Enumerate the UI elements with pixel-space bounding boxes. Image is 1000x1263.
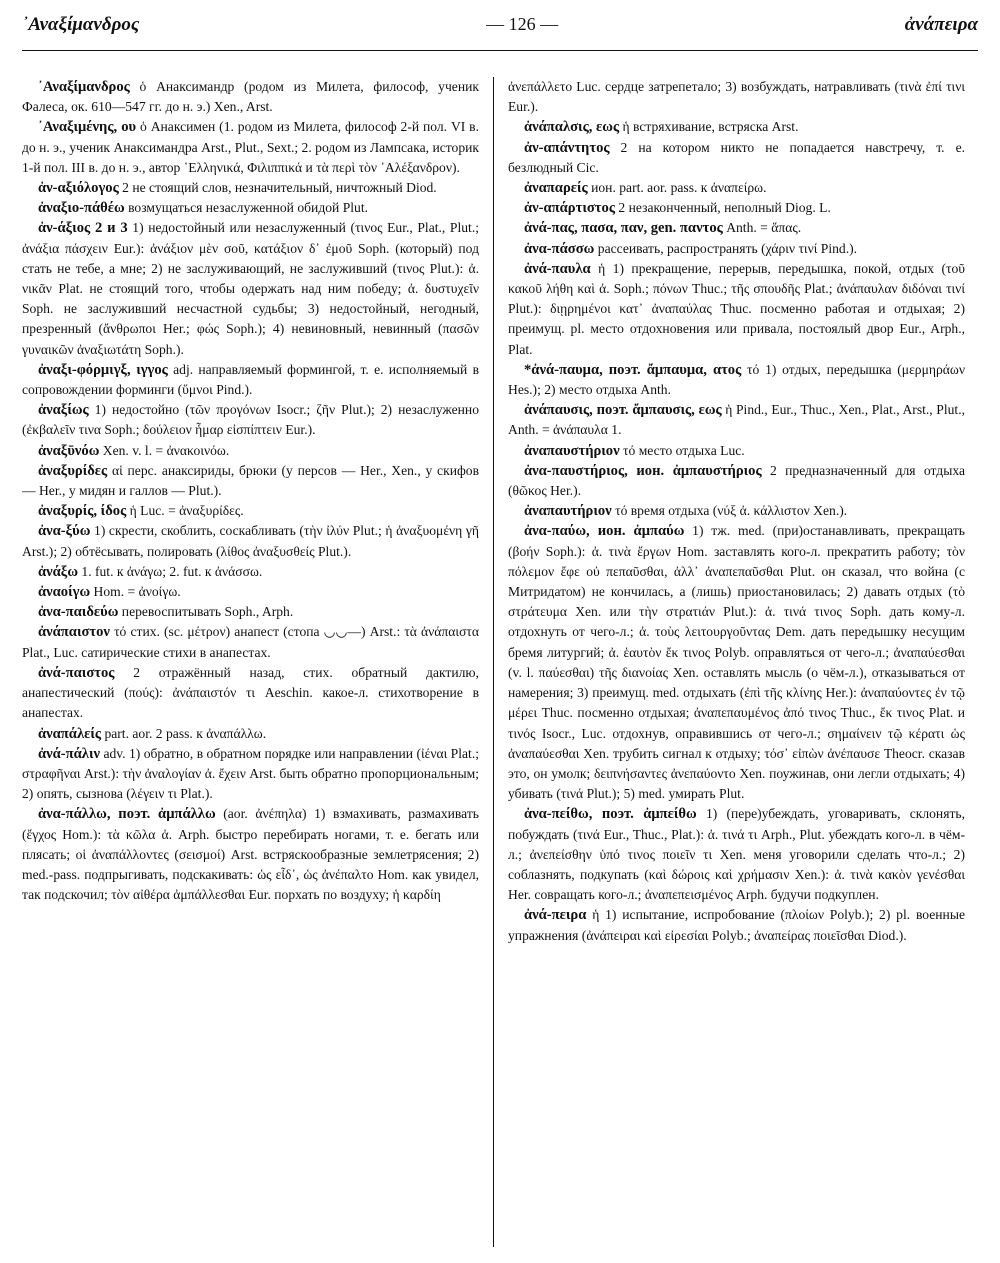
entry-definition: ἡ Luc. = ἀναξυρίδες. bbox=[129, 503, 244, 519]
dictionary-entry bbox=[508, 360, 965, 400]
entry-definition: τό время отдыха (νύξ ἀ. κάλλιστον Xen.). bbox=[615, 503, 848, 519]
dictionary-entry bbox=[22, 441, 479, 461]
entry-definition: перевоспитывать Soph., Arph. bbox=[121, 604, 294, 620]
dictionary-entry bbox=[508, 501, 965, 521]
dictionary-entry bbox=[22, 602, 479, 622]
entry-headword: ἀν-άξιος 2 и 3 bbox=[38, 220, 128, 237]
entry-definition: ἀνεπάλλετο Luc. сердце затрепетало; 3) возбуждать, натравливать (τινὰ ἐπί τινι Eur.). bbox=[508, 79, 965, 115]
entry-definition: ἡ встряхивание, встряска Arst. bbox=[622, 119, 799, 135]
dictionary-entry bbox=[508, 259, 965, 360]
dictionary-entry bbox=[22, 744, 479, 805]
dictionary-entry bbox=[508, 400, 965, 440]
entry-definition: 1) скрести, скоблить, соскабливать (τὴν ἰλύν Plut.; ἡ ἀναξυομένη γῆ Arst.); 2) обтёсывать, полировать (λίθος ἀναξυσθείς Plut.). bbox=[22, 523, 479, 559]
entry-definition: 2 незаконченный, неполный Diog. L. bbox=[618, 200, 831, 216]
entry-headword: ἀναπαυστήριον bbox=[524, 442, 620, 459]
text-columns bbox=[22, 77, 978, 1247]
entry-definition: ὁ Анаксимандр (родом из Милета, философ, ученик Фалеса, ок. 610—547 гг. до н. э.) Xen., Arst. bbox=[22, 79, 479, 115]
dictionary-entry bbox=[22, 724, 479, 744]
entry-definition: ион. part. aor. pass. к ἀναπείρω. bbox=[591, 180, 767, 196]
entry-definition: ὁ Анаксимен (1. родом из Милета, философ 2-й пол. VI в. до н. э., ученик Анаксимандра Arst., Plut., Sext.; 2. родом из Лампсака, историк 1-й пол. III в. до н. э., автор ῾Ελληνικά, Φιλιππικά и τὰ περὶ τὸν ᾿Αλέξανδρον). bbox=[22, 119, 479, 175]
dictionary-entry bbox=[508, 905, 965, 945]
entry-headword: ἀνα-παύω, ион. ἀμπαύω bbox=[524, 523, 685, 540]
entry-headword: ἀναξιο-πάθέω bbox=[38, 200, 125, 217]
left-column bbox=[22, 77, 493, 1247]
entry-definition: Anth. = ἅπας. bbox=[726, 220, 802, 236]
dictionary-entry bbox=[508, 218, 965, 238]
dictionary-entry bbox=[22, 218, 479, 359]
dictionary-entry bbox=[508, 117, 965, 137]
dictionary-entry bbox=[22, 663, 479, 724]
right-column bbox=[494, 77, 965, 1247]
entry-headword: ἀναπαρείς bbox=[524, 180, 588, 197]
entry-headword: ἀνάξω bbox=[38, 563, 78, 580]
dictionary-entry bbox=[508, 178, 965, 198]
dictionary-entry bbox=[508, 461, 965, 501]
entry-headword: ἀναπαυτήριον bbox=[524, 503, 612, 520]
header-rule bbox=[22, 50, 978, 51]
entry-headword: ἀνά-πειρα bbox=[524, 907, 587, 924]
dictionary-entry bbox=[22, 198, 479, 218]
entry-definition: adv. 1) обратно, в обратном порядке или направлении (ἰέναι Plat.; στραφῆναι Arst.): τὴν ἀναλογίαν ἀ. ἔχειν Arst. быть обратно пропорциональным; 2) опять, сызнова (λέγειν τι Plat.). bbox=[22, 745, 479, 802]
entry-headword: ἀνά-παυλα bbox=[524, 260, 591, 277]
dictionary-entry bbox=[22, 360, 479, 400]
entry-definition: 1) недостойный или незаслуженный (τινος Eur., Plat., Plut.; ἀνάξια πάσχειν Eur.): ἀνάξιον μὲν σοῦ, κατάξιον δ᾿ ἐμοῦ Soph. (который) под стать не тебе, а мне; 2) не заслуживающий, не заслуживший (τινος Plut.): ἀ. νικᾶν Plat. не стоящий того, чтобы одержать над ним победу; ἀ. δυστυχεῖν Soph. не заслуживший несчастной судьбы; 3) недостойный, негодный, презренный (ἄνθρωποι Her.; φώς Soph.); 4) невиновный, невинный (πασῶν γυναικῶν ἀναξιωτάτη Soph.). bbox=[22, 220, 479, 357]
entry-definition: 1) (пере)убеждать, уговаривать, склонять, побуждать (τινά Eur., Thuc., Plat.): ἀ. τινά τι Arph., Plut. убеждать кого-л. в чём-л.; ἀνεπείσθην ὑπό τινος ποιεῖν τι Xen. меня уговорили сделать что-л.; 2) соблазнять, подкупать (καὶ δώροις καὶ χρήμασιν Xen.): ἀ. τινὰ κακὸν γενέσθαι Her. совращать кого-л.; ἀναπεπεισμένος Arph. будучи подкуплен. bbox=[508, 806, 965, 903]
entry-definition: αἱ перс. анаксириды, брюки (у персов — Her., Xen., у скифов — Her., у мидян и галлов — Plut.). bbox=[22, 462, 479, 499]
dictionary-entry bbox=[22, 400, 479, 440]
entry-definition: (aor. ἀνέπηλα) 1) взмахивать, размахивать (ἔγχος Hom.): τὰ κῶλα ἀ. Arph. быстро перебирать ногами, т. е. бегать или плясать; οἱ ἀναπάλλοντες (σεισμοί) Arst. встряскообразные землетрясения; 2) med.-pass. подпрыгивать, подскакивать: ὡς εἶδ᾿, ὡς ἀνέπαλτο Hom. как увидел, так подскочил; τὸν αἰθέρα ἀμπάλλεσθαι Eur. порхать по воздуху; ἡ καρδίη bbox=[22, 806, 479, 903]
entry-headword: ἀνα-παυστήριος, ион. ἀμπαυστήριος bbox=[524, 462, 762, 479]
entry-definition: 2 отражённый назад, стих. обратный дактилю, анапестический (πούς): ἀνάπαιστόν τι Aeschin. какое-л. стихотворение в анапестах. bbox=[22, 664, 479, 721]
dictionary-entry bbox=[22, 582, 479, 602]
dictionary-entry bbox=[508, 198, 965, 218]
entry-definition: τό 1) отдых, передышка (μερμηράων Hes.); 2) место отдыха Anth. bbox=[508, 361, 965, 398]
dictionary-entry bbox=[22, 562, 479, 582]
entry-definition: adj. направляемый формингой, т. е. исполняемый в сопровождении форминги (ὕμνοι Pind.). bbox=[22, 361, 479, 398]
entry-headword: ἀνα-παιδεύω bbox=[38, 604, 119, 621]
dictionary-entry bbox=[22, 117, 479, 178]
header-first-word: ᾿Αναξίμανδρος bbox=[22, 14, 140, 35]
entry-headword: ἀνά-παιστος bbox=[38, 664, 115, 681]
entry-definition: 1) тж. med. (при)останавливать, прекращать (βοήν Soph.): ἀ. τινὰ ἔργων Hom. заставлять кого-л. прекратить работу; τὸν πόλεμον ἔφε οὐ πεπαῦσθαι, ἀλλ᾿ ἀναπεπαῦσθαι Plut. он сказал, что война (с Митридатом) не кончилась, а (лишь) приостановилась; 2) давать отдых (τὸ στράτευμα Xen. или τὴν στρατιάν Plut.): ἀ. τινά τινος Soph. дать кому-л. отдохнуть от чего-л.; ἀ. τοὺς λειτουργοῦντας Dem. дать передышку несущим бремя литургий; ἀ. ἑαυτὸν ἔκ τινος Polyb. оправляться от чего-л.; ἀναπαύεσθαι (v. l. παύεσθαι) τῆς διανοίας Xen. оставлять мысль (о чём-л.), отказываться от намерения; 3) преимущ. med. отдыхать (ἐπὶ τῆς κλίνης Her.): ἀναπαύοντες ἐν τῷ μέρει Thuc. посменно отдыхая; ἀναπεπαυμένος ἀπό τινος Thuc., ἔκ τινος Plat. и τινός Isocr., Luc. отдохнув, оправившись от чего-л.; σημαίνειν τῷ κέρατι ὡς ἀναπαύεσθαι Xen. трубить сигнал к отдыху; τόσ᾿ εἰπὼν ἀνέπαυσε Theocr. сказав это, он умолк; δειπνήσαντες ἀνεπαύοντο Xen. поужинав, они легли отдыхать; 4) убивать (τινά Plut.); 5) med. умирать Plut. bbox=[508, 523, 965, 802]
entry-headword: ἀνά-πας, πασα, παν, gen. παντος bbox=[524, 220, 723, 237]
entry-definition: 2 предназначенный для отдыха (θῶκος Her.). bbox=[508, 462, 965, 499]
dictionary-entry bbox=[22, 77, 479, 117]
entry-headword: ἀναξίως bbox=[38, 402, 89, 419]
entry-definition: Hom. = ἀνοίγω. bbox=[93, 584, 181, 600]
entry-headword: ἀναξι-φόρμιγξ, ιγγος bbox=[38, 361, 168, 378]
entry-definition: τό стих. (sc. μέτρον) анапест (стопа ◡◡—) Arst.: τὰ ἀνάπαιστα Plat., Luc. сатирические стихи в анапестах. bbox=[22, 624, 479, 660]
entry-definition: ἡ Pind., Eur., Thuc., Xen., Plat., Arst., Plut., Anth. = ἀνάπαυλα 1. bbox=[508, 402, 965, 438]
entry-definition: ἡ 1) прекращение, перерыв, передышка, покой, отдых (τοῦ κακοῦ λήθη καὶ ἀ. Soph.; πόνων Thuc.; τῆς σπουδῆς Plat.; ἀνάπαυλαν διδόναι τινί Plut.): διῃρημένοι κατ᾿ ἀναπαύλας Thuc. посменно работая и отдыхая; 2) преимущ. pl. место отдохновения или привала, постоялый двор Eur., Arph., Plat. bbox=[508, 260, 965, 357]
entry-headword: ἀναξῡνόω bbox=[38, 442, 100, 459]
entry-definition: part. aor. 2 pass. к ἀναπάλλω. bbox=[104, 725, 267, 741]
dictionary-entry bbox=[22, 178, 479, 198]
entry-headword: ἀναπάλείς bbox=[38, 725, 102, 742]
entry-definition: 1) недостойно (τῶν προγόνων Isocr.; ζῆν Plut.); 2) незаслуженно (ἐκβαλεῖν τινα Soph.; δούλειον ἦμαρ εἰσπίπτειν Eur.). bbox=[22, 402, 479, 438]
dictionary-entry bbox=[508, 521, 965, 804]
dictionary-entry bbox=[508, 77, 965, 117]
entry-headword: ἀν-απάρτιστος bbox=[524, 200, 615, 217]
entry-headword: ἀνάπαιστον bbox=[38, 624, 110, 641]
page-number: — 126 — bbox=[486, 14, 559, 34]
entry-headword: ἀναξυρίς, ίδος bbox=[38, 503, 127, 520]
entry-headword: ἀνάπαυσις, поэт. ἄμπαυσις, εως bbox=[524, 402, 722, 419]
entry-headword: *ἀνά-παυμα, поэт. ἄμπαυμα, ατος bbox=[524, 361, 742, 378]
entry-headword: ἀνα-πείθω, поэт. ἀμπείθω bbox=[524, 806, 697, 823]
entry-headword: ἀναοίγω bbox=[38, 584, 91, 601]
dictionary-entry bbox=[22, 804, 479, 905]
entry-definition: Xen. v. l. = ἀνακοινόω. bbox=[102, 442, 230, 458]
entry-definition: 2 на котором никто не попадается навстречу, т. е. безлюдный Cic. bbox=[508, 139, 965, 175]
entry-headword: ἀνάπαλσις, εως bbox=[524, 119, 620, 136]
dictionary-entry bbox=[22, 521, 479, 561]
dictionary-entry bbox=[22, 501, 479, 521]
entry-definition: 2 не стоящий слов, незначительный, ничтожный Diod. bbox=[122, 180, 437, 196]
entry-headword: ἀνα-ξύω bbox=[38, 523, 91, 540]
entry-headword: ᾿Αναξιμένης, ου bbox=[38, 119, 137, 136]
page-header bbox=[22, 14, 978, 46]
entry-definition: 1. fut. к ἀνάγω; 2. fut. к ἀνάσσω. bbox=[81, 563, 263, 579]
entry-definition: ἡ 1) испытание, испробование (πλοίων Polyb.); 2) pl. военные упражнения (ἀνάπειραι καὶ εἰρεσίαι Polyb.; ἀναπείρας ποιεῖσθαι Diod.). bbox=[508, 907, 965, 943]
entry-definition: τό место отдыха Luc. bbox=[623, 442, 745, 458]
entry-definition: рассеивать, распространять (χάριν τινί Pind.). bbox=[597, 240, 858, 256]
entry-headword: ἀν-απάντητος bbox=[524, 139, 610, 156]
entry-definition: возмущаться незаслуженной обидой Plut. bbox=[128, 200, 369, 216]
dictionary-entry bbox=[508, 138, 965, 178]
header-last-word: ἀνάπειρα bbox=[904, 14, 978, 35]
dictionary-entry bbox=[22, 461, 479, 501]
entry-headword: ἀνα-πάλλω, поэт. ἀμπάλλω bbox=[38, 806, 216, 823]
entry-headword: ἀνα-πάσσω bbox=[524, 240, 595, 257]
entry-headword: ᾿Αναξίμανδρος bbox=[38, 79, 130, 95]
entry-headword: ἀν-αξιόλογος bbox=[38, 180, 119, 197]
dictionary-entry bbox=[508, 239, 965, 259]
entry-headword: ἀναξυρίδες bbox=[38, 462, 108, 479]
entry-headword: ἀνά-πάλιν bbox=[38, 745, 101, 762]
dictionary-entry bbox=[508, 804, 965, 905]
dictionary-entry bbox=[22, 622, 479, 662]
dictionary-entry bbox=[508, 441, 965, 461]
